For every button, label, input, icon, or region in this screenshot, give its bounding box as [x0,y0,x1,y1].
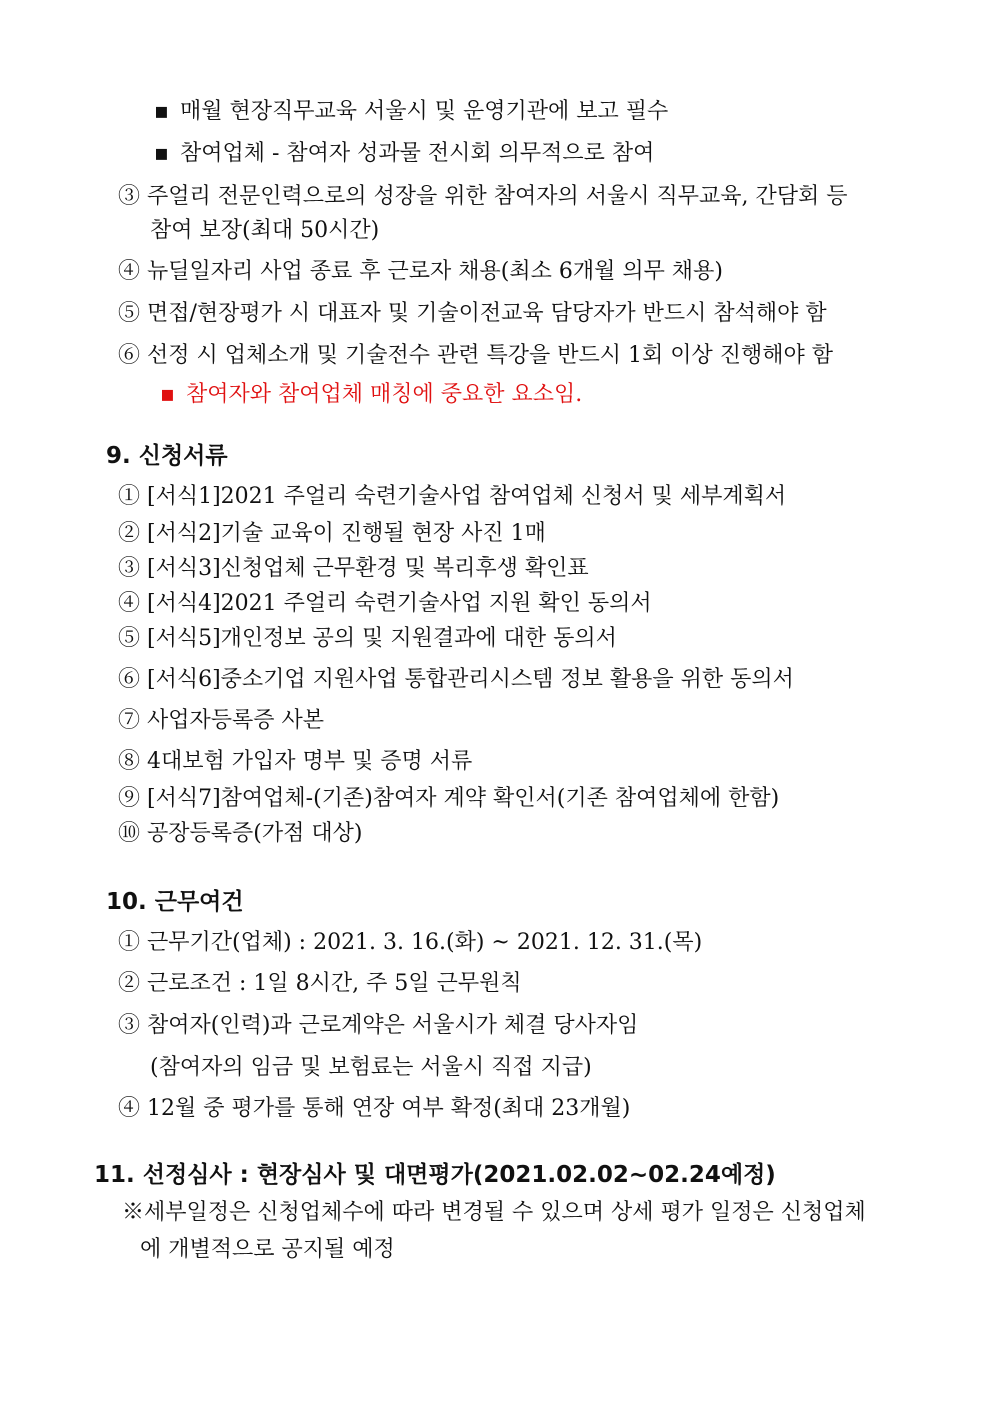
list-item: ⑥ 선정 시 업체소개 및 기술전수 관련 특강을 반드시 1회 이상 진행해야 함 [118,343,833,368]
list-item: ③ 주얼리 전문인력으로의 성장을 위한 참여자의 서울시 직무교육, 간담회 등 [118,184,848,209]
note-line: 에 개별적으로 공지될 예정 [140,1237,395,1262]
bullet-text: 매월 현장직무교육 서울시 및 운영기관에 보고 필수 [180,99,669,124]
list-item: ③ 참여자(인력)과 근로계약은 서울시가 체결 당사자임 [118,1013,639,1038]
list-item: ⑧ 4대보험 가입자 명부 및 증명 서류 [118,749,473,774]
red-note [160,380,582,410]
bullet-mark: ▪ [154,141,169,166]
note-line: ※세부일정은 신청업체수에 따라 변경될 수 있으며 상세 평가 일정은 신청업체 [122,1200,866,1225]
red-note-text: 참여자와 참여업체 매칭에 중요한 요소임. [186,382,583,407]
list-item: ④ [서식4]2021 주얼리 숙련기술사업 지원 확인 동의서 [118,591,652,616]
list-item: ① [서식1]2021 주얼리 숙련기술사업 참여업체 신청서 및 세부계획서 [118,484,787,509]
bullet-mark: ▪ [154,99,169,124]
list-item: ⑩ 공장등록증(가점 대상) [118,821,363,846]
list-item: ⑦ 사업자등록증 사본 [118,708,325,733]
section-heading: 10. 근무여건 [106,889,244,915]
list-item: ③ [서식3]신청업체 근무환경 및 복리후생 확인표 [118,556,589,581]
bullet-mark: ▪ [160,382,175,407]
list-item: ⑤ 면접/현장평가 시 대표자 및 기술이전교육 담당자가 반드시 참석해야 함 [118,301,827,326]
bullet-item [154,97,668,127]
list-item: ⑨ [서식7]참여업체-(기존)참여자 계약 확인서(기존 참여업체에 한함) [118,786,780,811]
list-item: ⑤ [서식5]개인정보 공의 및 지원결과에 대한 동의서 [118,626,617,651]
bullet-text: 참여업체 - 참여자 성과물 전시회 의무적으로 참여 [180,141,655,166]
section-heading: 9. 신청서류 [106,443,228,469]
list-item: ④ 뉴딜일자리 사업 종료 후 근로자 채용(최소 6개월 의무 채용) [118,259,723,284]
section-heading: 11. 선정심사 : 현장심사 및 대면평가(2021.02.02~02.24예정) [94,1162,776,1188]
list-item: ② 근로조건 : 1일 8시간, 주 5일 근무원칙 [118,971,522,996]
list-item-continuation: 참여 보장(최대 50시간) [150,218,380,243]
list-item: ④ 12월 중 평가를 통해 연장 여부 확정(최대 23개월) [118,1096,631,1121]
list-item: ⑥ [서식6]중소기업 지원사업 통합관리시스템 정보 활용을 위한 동의서 [118,667,794,692]
bullet-item [154,139,654,169]
list-item: ② [서식2]기술 교육이 진행될 현장 사진 1매 [118,521,546,546]
list-item: ① 근무기간(업체) : 2021. 3. 16.(화) ~ 2021. 12. 31.(목) [118,930,703,955]
list-item-continuation: (참여자의 임금 및 보험료는 서울시 직접 지급) [150,1055,592,1080]
